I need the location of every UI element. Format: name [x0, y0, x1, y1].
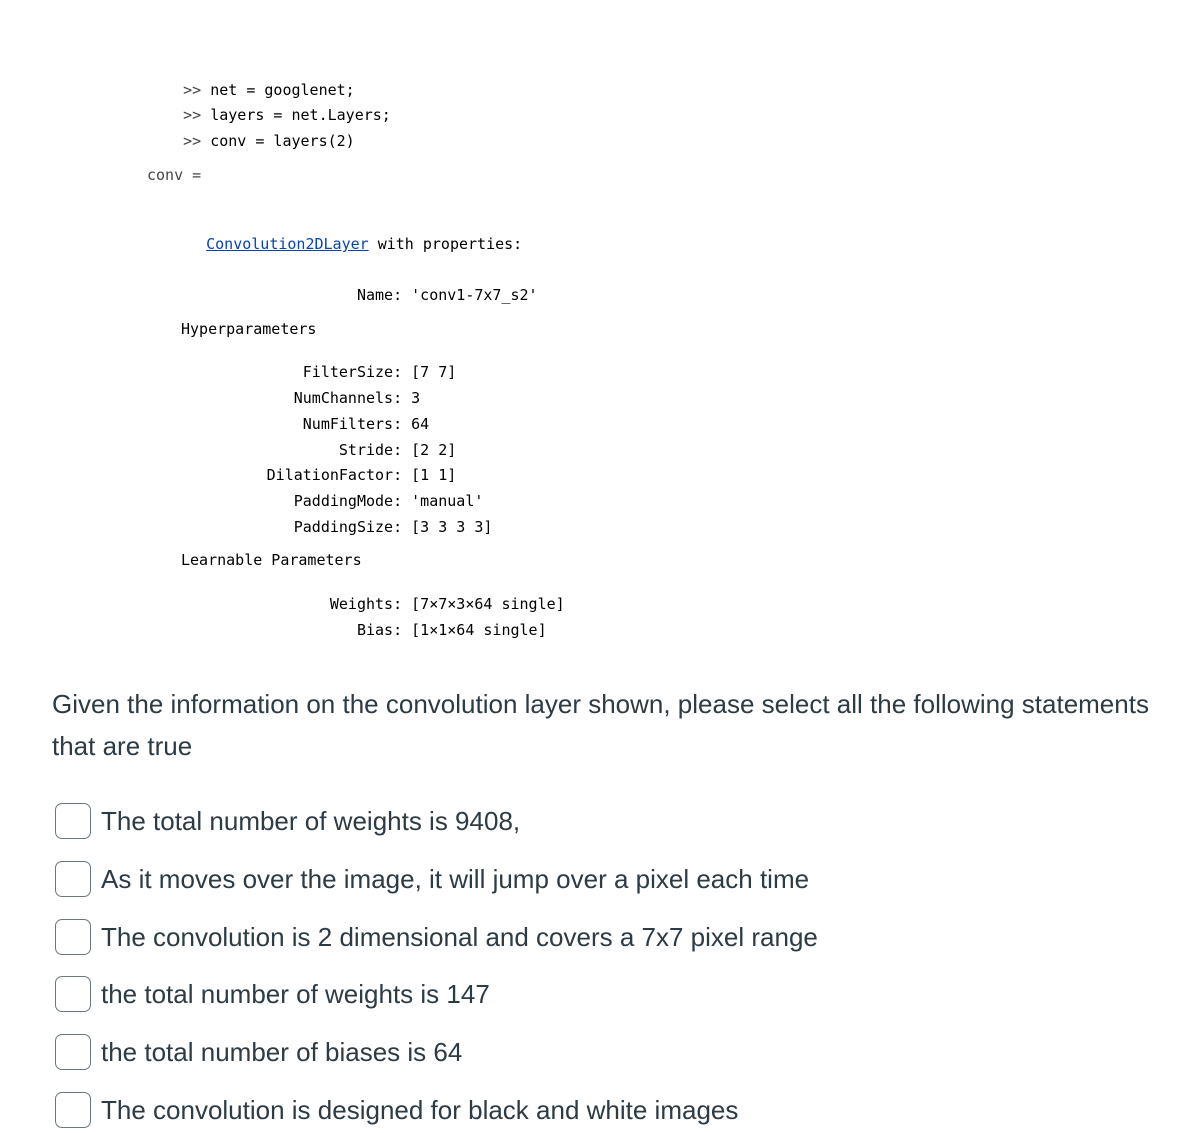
with-properties-text: with properties:: [377, 235, 523, 253]
property-value: [1 1]: [411, 466, 457, 484]
answer-option[interactable]: [55, 856, 1155, 902]
property-row: [170, 474, 484, 510]
property-row: [170, 577, 565, 613]
property-key: Weights:: [329, 595, 403, 613]
prompt-symbol: >>: [183, 132, 202, 150]
option-label: the total number of weights is 147: [101, 978, 490, 1009]
property-value: 'manual': [411, 492, 484, 510]
answer-option[interactable]: [55, 971, 1155, 1017]
property-row: [170, 423, 457, 459]
section-heading-hyperparameters: Hyperparameters: [181, 320, 317, 338]
answer-option[interactable]: [55, 1087, 1155, 1133]
answer-option[interactable]: [55, 1029, 1155, 1075]
property-key: NumFilters:: [302, 415, 403, 433]
checkbox[interactable]: [55, 919, 91, 955]
property-row: [170, 500, 493, 536]
console-command-line: [147, 88, 391, 124]
property-value: 'conv1-7x7_s2': [411, 286, 538, 304]
option-label: The convolution is 2 dimensional and covers a 7x7 pixel range: [101, 921, 818, 952]
property-key: Bias:: [356, 621, 403, 639]
option-label: As it moves over the image, it will jump over a pixel each time: [101, 863, 810, 894]
command-text: net = googlenet;: [210, 81, 355, 99]
command-text: layers = net.Layers;: [210, 106, 391, 124]
property-value: [1×1×64 single]: [411, 621, 547, 639]
checkbox[interactable]: [55, 1092, 91, 1128]
property-key: PaddingSize:: [293, 518, 403, 536]
property-key: FilterSize:: [302, 363, 403, 381]
property-row: [170, 397, 430, 433]
prompt-symbol: >>: [183, 81, 202, 99]
checkbox[interactable]: [55, 976, 91, 1012]
property-value: 64: [411, 415, 430, 433]
option-label: The total number of weights is 9408,: [101, 805, 521, 836]
property-value: [7 7]: [411, 363, 457, 381]
prompt-symbol: >>: [183, 106, 202, 124]
property-value: [2 2]: [411, 441, 457, 459]
console-command-line: [147, 63, 355, 99]
checkbox[interactable]: [55, 1034, 91, 1070]
section-heading-learnable: Learnable Parameters: [181, 551, 362, 569]
console-command-line: [147, 114, 355, 150]
property-key: NumChannels:: [293, 389, 403, 407]
question-text: Given the information on the convolution layer shown, please select all the following statements that are true: [52, 689, 1149, 761]
property-value: [7×7×3×64 single]: [411, 595, 565, 613]
command-text: conv = layers(2): [210, 132, 355, 150]
checkbox[interactable]: [55, 861, 91, 897]
property-row: [170, 345, 457, 381]
property-key: Stride:: [338, 441, 403, 459]
property-value: [3 3 3 3]: [411, 518, 493, 536]
property-key: DilationFactor:: [266, 466, 403, 484]
checkbox[interactable]: [55, 803, 91, 839]
answer-option[interactable]: [55, 914, 1155, 960]
option-label: the total number of biases is 64: [101, 1036, 463, 1067]
property-key: Name:: [356, 286, 403, 304]
property-value: 3: [411, 389, 421, 407]
property-key: PaddingMode:: [293, 492, 403, 510]
class-doc-link[interactable]: Convolution2DLayer: [206, 235, 369, 253]
property-row: [170, 371, 421, 407]
property-row-name: [170, 268, 538, 304]
property-row: [170, 603, 547, 639]
result-variable: conv =: [147, 166, 202, 184]
option-label: The convolution is designed for black and white images: [101, 1094, 739, 1125]
property-row: [170, 448, 457, 484]
answer-option[interactable]: [55, 798, 1155, 844]
class-header: [170, 217, 523, 253]
